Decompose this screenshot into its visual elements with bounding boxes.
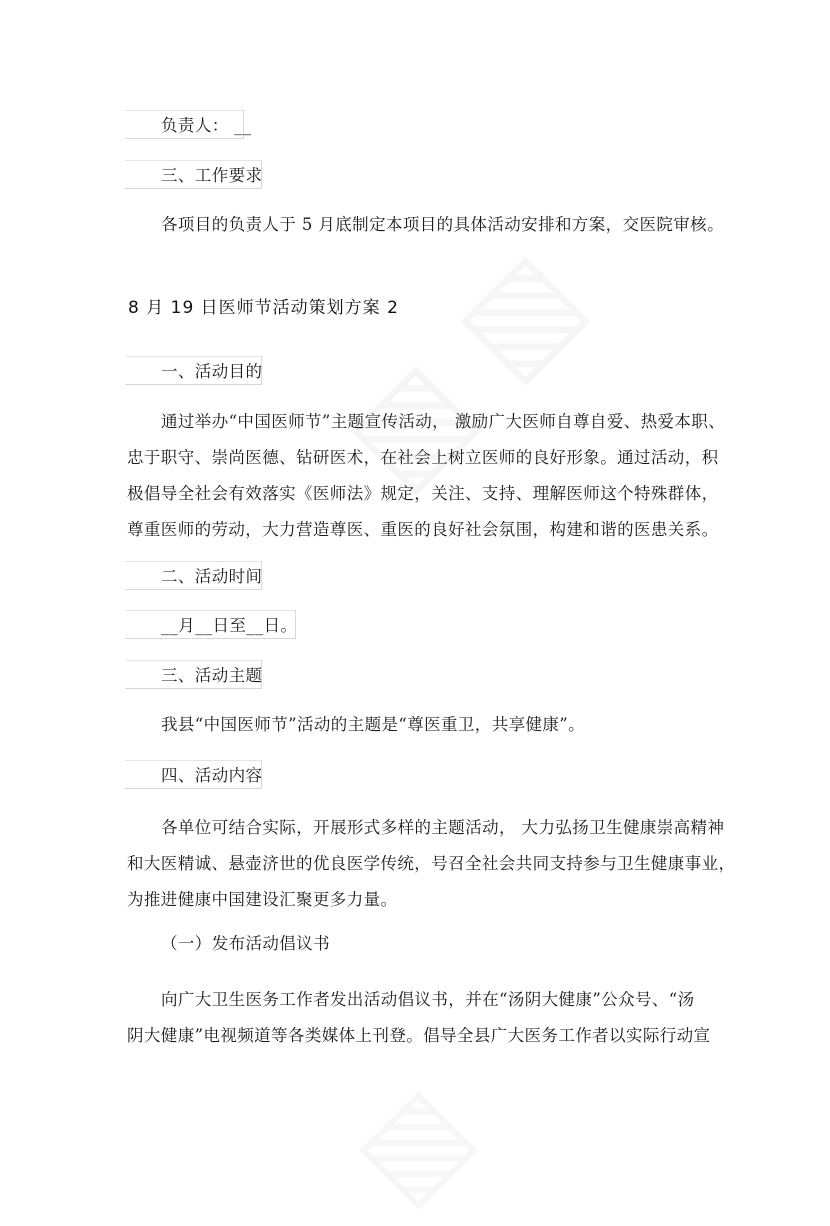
subsection-heading: （一）发布活动倡议书: [161, 934, 330, 953]
section-heading: [125, 160, 262, 189]
time-heading: 二、活动时间: [161, 567, 263, 586]
paragraph-line: 尊重医师的劳动，大力营造尊医、重医的良好社会氛围，构建和谐的医患关系。: [127, 520, 719, 539]
paragraph-line: 忠于职守、崇尚医德、钻研医术，在社会上树立医师的良好形象。通过活动，积: [127, 448, 719, 467]
content-heading: 四、活动内容: [161, 766, 263, 785]
responsible-label: 负责人： __: [161, 116, 252, 135]
work-requirements-heading: 三、工作要求: [161, 166, 263, 185]
paragraph: 各项目的负责人于 5 月底制定本项目的具体活动安排和方案，交医院审核。: [161, 215, 724, 234]
responsible-field: [125, 110, 252, 139]
plan-title: 8 月 19 日医师节活动策划方案 2: [128, 298, 399, 318]
paragraph-line: 和大医精诚、悬壶济世的优良医学传统，号召全社会共同支持参与卫生健康事业，: [127, 854, 736, 873]
paragraph: 我县“中国医师节”活动的主题是“尊医重卫，共享健康”。: [161, 715, 586, 734]
watermark: [330, 1062, 494, 1226]
section-heading: [125, 356, 262, 385]
section-heading: [125, 561, 262, 590]
paragraph-line: 极倡导全社会有效落实《医师法》规定，关注、支持、理解医师这个特殊群体，: [127, 484, 719, 503]
date-text: __月__日至__日。: [161, 616, 298, 635]
paragraph-line: 各单位可结合实际，开展形式多样的主题活动， 大力弘扬卫生健康崇高精神: [161, 818, 725, 837]
watermark: [320, 225, 608, 513]
section-heading: [125, 660, 262, 689]
paragraph-line: 为推进健康中国建设汇聚更多力量。: [127, 890, 398, 909]
paragraph-line: 通过举办“中国医师节”主题宣传活动， 激励广大医师自尊自爱、热爱本职、: [161, 412, 726, 431]
theme-heading: 三、活动主题: [161, 666, 263, 685]
paragraph-line: 向广大卫生医务工作者发出活动倡议书，并在“汤阴大健康”公众号、“汤: [161, 990, 695, 1009]
paragraph-line: 阴大健康”电视频道等各类媒体上刊登。倡导全县广大医务工作者以实际行动宣: [127, 1026, 711, 1045]
date-field: [125, 610, 296, 639]
section-heading: [125, 760, 262, 789]
purpose-heading: 一、活动目的: [161, 362, 263, 381]
